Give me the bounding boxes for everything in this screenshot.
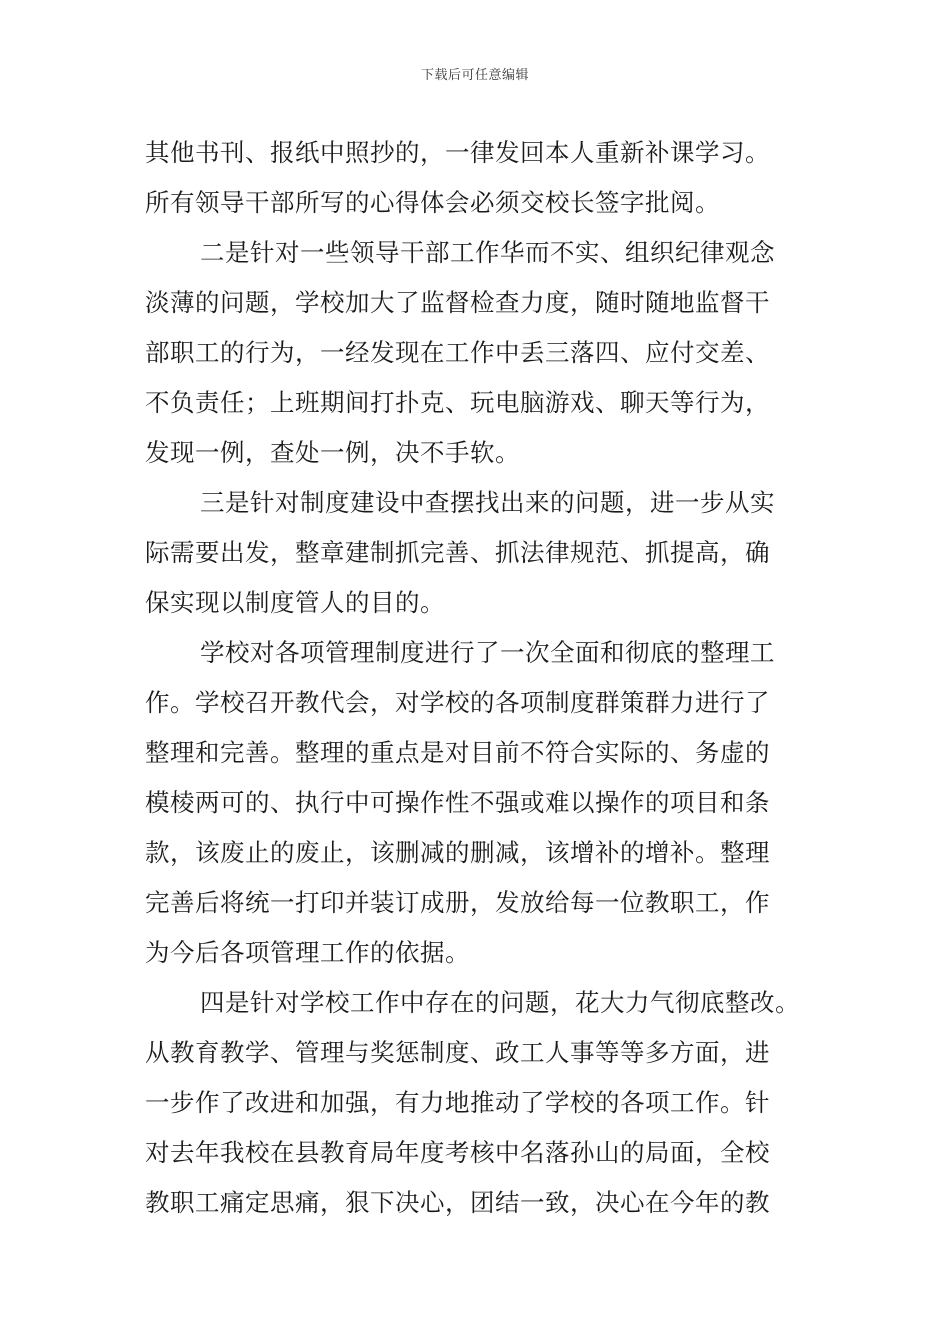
- text-line: 不负责任；上班期间打扑克、玩电脑游戏、聊天等行为，: [145, 388, 770, 417]
- text-line: 为今后各项管理工作的依据。: [145, 938, 470, 967]
- text-line: 对去年我校在县教育局年度考核中名落孙山的局面，全校: [145, 1138, 770, 1167]
- text-line: 作。学校召开教代会，对学校的各项制度群策群力进行了: [145, 688, 770, 717]
- text-line: 完善后将统一打印并装订成册，发放给每一位教职工，作: [145, 888, 770, 917]
- text-line: 学校对各项管理制度进行了一次全面和彻底的整理工: [200, 638, 775, 667]
- page-header-note: 下载后可任意编辑: [420, 68, 529, 83]
- text-line: 一步作了改进和加强，有力地推动了学校的各项工作。针: [145, 1088, 770, 1117]
- text-line: 发现一例，查处一例，决不手软。: [145, 438, 520, 467]
- text-line: 其他书刊、报纸中照抄的，一律发回本人重新补课学习。: [145, 138, 770, 167]
- text-line: 从教育教学、管理与奖惩制度、政工人事等等多方面，进: [145, 1038, 770, 1067]
- text-line: 保实现以制度管人的目的。: [145, 588, 445, 617]
- text-line: 教职工痛定思痛，狠下决心，团结一致，决心在今年的教: [145, 1188, 770, 1217]
- text-line: 整理和完善。整理的重点是对目前不符合实际的、务虚的: [145, 738, 770, 767]
- text-line: 际需要出发，整章建制抓完善、抓法律规范、抓提高，确: [145, 538, 770, 567]
- text-line: 三是针对制度建设中查摆找出来的问题，进一步从实: [200, 488, 775, 517]
- text-line: 款，该废止的废止，该删减的删减，该增补的增补。整理: [145, 838, 770, 867]
- text-line: 模棱两可的、执行中可操作性不强或难以操作的项目和条: [145, 788, 770, 817]
- document-body: [145, 128, 835, 1228]
- text-line: 淡薄的问题，学校加大了监督检查力度，随时随地监督干: [145, 288, 770, 317]
- text-line: 所有领导干部所写的心得体会必须交校长签字批阅。: [145, 188, 720, 217]
- text-line: 二是针对一些领导干部工作华而不实、组织纪律观念: [200, 238, 775, 267]
- text-line: 四是针对学校工作中存在的问题，花大力气彻底整改。: [200, 988, 800, 1017]
- text-line: 部职工的行为，一经发现在工作中丢三落四、应付交差、: [145, 338, 770, 367]
